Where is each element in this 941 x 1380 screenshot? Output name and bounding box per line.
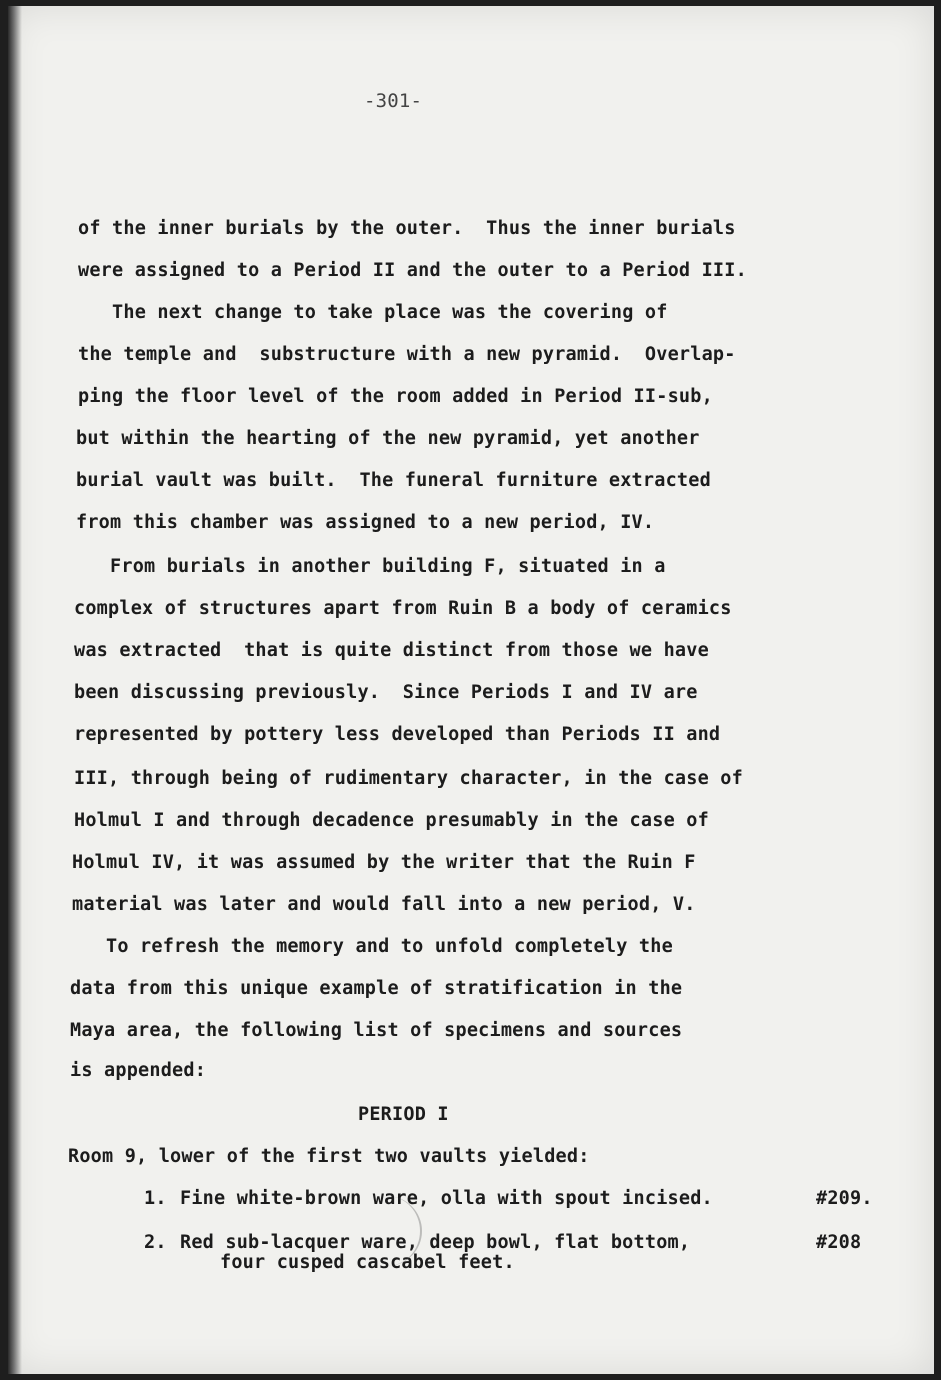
- list-item-number: 2.: [144, 1232, 167, 1253]
- body-line: To refresh the memory and to unfold completely the: [72, 936, 673, 957]
- body-line: The next change to take place was the covering of: [78, 302, 668, 323]
- body-line: Holmul I and through decadence presumably in the case of: [74, 810, 709, 831]
- section-intro: Room 9, lower of the first two vaults yielded:: [68, 1146, 590, 1167]
- specimen-reference: #209.: [816, 1188, 873, 1209]
- body-line: data from this unique example of stratification in the: [70, 978, 683, 999]
- list-item-text: Red sub-lacquer ware, deep bowl, flat bottom,: [180, 1232, 691, 1253]
- body-line: burial vault was built. The funeral furniture extracted: [76, 470, 711, 491]
- body-line: but within the hearting of the new pyramid, yet another: [76, 428, 700, 449]
- list-item-number: 1.: [144, 1188, 167, 1209]
- body-line: ping the floor level of the room added in Period II-sub,: [78, 386, 713, 407]
- page-edge-shadow: [8, 6, 22, 1374]
- body-line: is appended:: [70, 1060, 207, 1081]
- document-page: [8, 6, 934, 1374]
- body-line: been discussing previously. Since Periods I and IV are: [74, 682, 698, 703]
- list-item-text-continued: four cusped cascabel feet.: [220, 1252, 515, 1273]
- body-line: represented by pottery less developed than Periods II and: [74, 724, 721, 745]
- body-line: the temple and substructure with a new pyramid. Overlap-: [78, 344, 736, 365]
- body-line: III, through being of rudimentary character, in the case of: [74, 768, 743, 789]
- list-item-text: Fine white-brown ware, olla with spout incised.: [180, 1188, 713, 1209]
- body-line: complex of structures apart from Ruin B a body of ceramics: [74, 598, 732, 619]
- body-line: From burials in another building F, situated in a: [76, 556, 666, 577]
- body-line: was extracted that is quite distinct from those we have: [74, 640, 709, 661]
- body-line: of the inner burials by the outer. Thus the inner burials: [78, 218, 736, 239]
- body-line: were assigned to a Period II and the outer to a Period III.: [78, 260, 747, 281]
- page-number: -301-: [364, 90, 423, 112]
- section-heading: PERIOD I: [358, 1104, 449, 1125]
- specimen-reference: #208: [816, 1232, 862, 1253]
- body-line: Maya area, the following list of specimens and sources: [70, 1020, 683, 1041]
- body-line: material was later and would fall into a new period, V.: [72, 894, 696, 915]
- body-line: Holmul IV, it was assumed by the writer that the Ruin F: [72, 852, 696, 873]
- body-line: from this chamber was assigned to a new period, IV.: [76, 512, 655, 533]
